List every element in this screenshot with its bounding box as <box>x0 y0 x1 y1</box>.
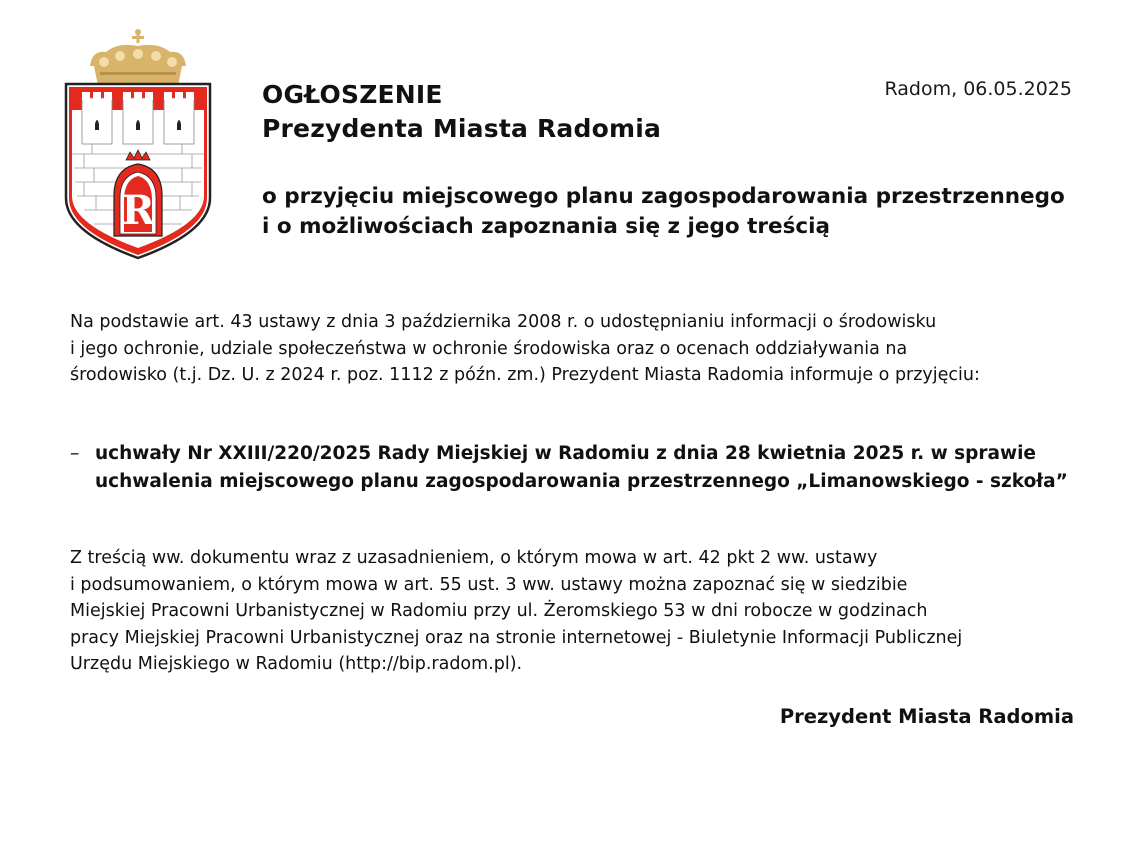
signature: Prezydent Miasta Radomia <box>779 705 1074 728</box>
resolution-list-item <box>70 440 1080 496</box>
paragraph-line: i podsumowaniem, o którym mowa w art. 55 ust. 3 ww. ustawy można zapoznać się w siedzibie <box>70 574 908 595</box>
paragraph-line: środowisko (t.j. Dz. U. z 2024 r. poz. 1112 z późn. zm.) Prezydent Miasta Radomia informuje o przyjęciu: <box>70 365 980 385</box>
document-subject <box>262 182 1102 242</box>
document-issuer: Prezydenta Miasta Radomia <box>262 114 662 143</box>
paragraph-line: i jego ochronie, udziale społeczeństwa w ochronie środowiska oraz o ocenach oddziaływania na <box>70 338 908 359</box>
crown-icon <box>90 29 186 86</box>
subject-line-1: o przyjęciu miejscowego planu zagospodarowania przestrzennego <box>262 184 1065 209</box>
radom-coat-of-arms <box>62 28 214 260</box>
document-date: Radom, 06.05.2025 <box>884 78 1072 100</box>
paragraph-line: Na podstawie art. 43 ustawy z dnia 3 października 2008 r. o udostępnianiu informacji o środowisku <box>70 312 937 332</box>
paragraph-line: Z treścią ww. dokumentu wraz z uzasadnieniem, o którym mowa w art. 42 pkt 2 ww. ustawy <box>70 548 878 568</box>
subject-line-2: i o możliwościach zapoznania się z jego treścią <box>262 214 831 239</box>
document-title: OGŁOSZENIE <box>262 80 443 109</box>
legal-basis-paragraph <box>70 309 1080 389</box>
paragraph-line: pracy Miejskiej Pracowni Urbanistycznej oraz na stronie internetowej - Biuletynie Informacji Publicznej <box>70 627 963 648</box>
document-header <box>262 78 882 146</box>
resolution-line: uchwalenia miejscowego planu zagospodarowania przestrzennego „Limanowskiego - szkoła” <box>95 471 1068 492</box>
resolution-line: uchwały Nr XXIII/220/2025 Rady Miejskiej w Radomiu z dnia 28 kwietnia 2025 r. w sprawie <box>95 443 1036 464</box>
access-info-paragraph <box>70 545 1080 678</box>
list-dash: – <box>70 443 80 464</box>
paragraph-line: Miejskiej Pracowni Urbanistycznej w Radomiu przy ul. Żeromskiego 53 w dni robocze w godzinach <box>70 601 928 621</box>
coat-letter: R <box>121 187 155 234</box>
paragraph-line: Urzędu Miejskiego w Radomiu (http://bip.radom.pl). <box>70 654 523 674</box>
resolution-text <box>95 440 1080 496</box>
